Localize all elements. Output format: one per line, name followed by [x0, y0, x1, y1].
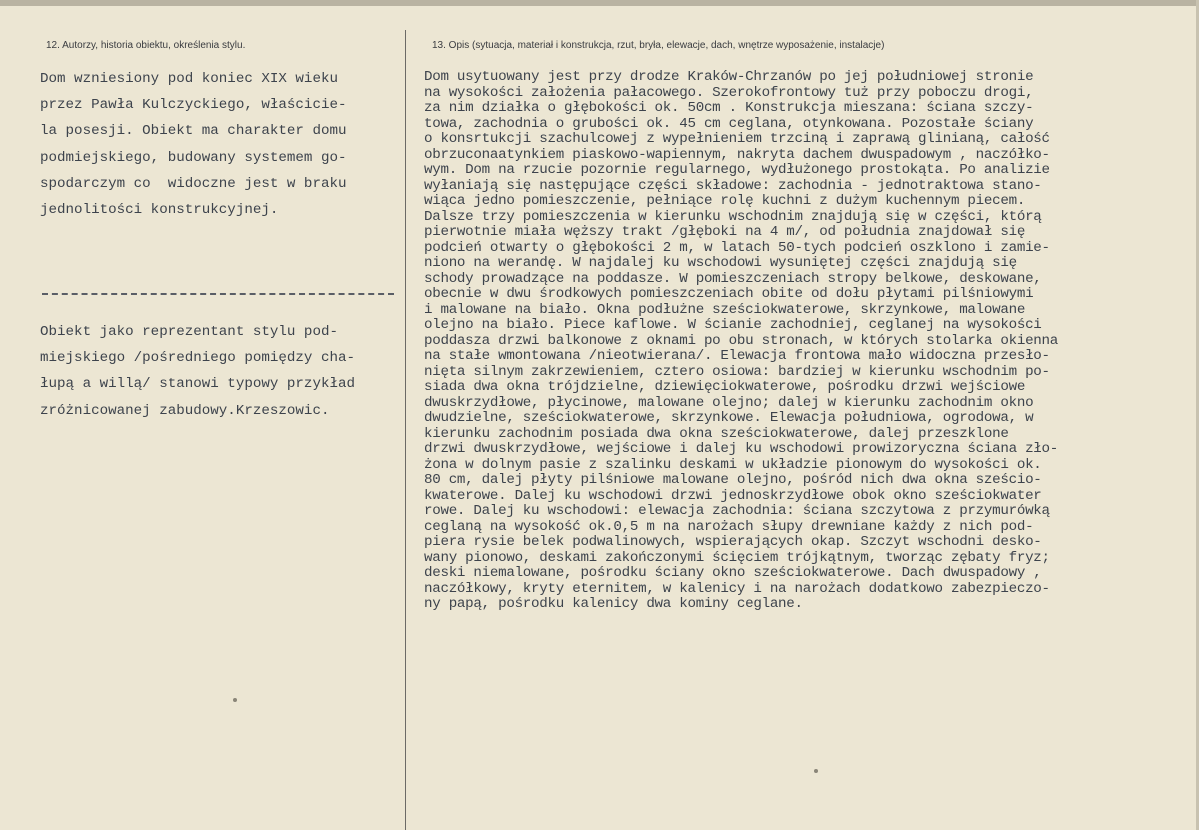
description-line: nięta silnym zakrzewieniem, cztero osiowa: bardziej w kierunku wschodnim po-	[424, 363, 1050, 380]
description-line: obrzuconaatynkiem piaskowo-wapiennym, nakryta dachem dwuspadowym , naczółko-	[424, 146, 1050, 163]
description-line: Dom usytuowany jest przy drodze Kraków-Chrzanów po jej południowej stronie	[424, 69, 1034, 85]
description-line: wiąca jedno pomieszczenie, pełniące rolę kuchni z dużym kuchennym piecem.	[424, 193, 1026, 209]
description-line: piera rysie belek podwalinowych, wspierających okap. Szczyt wschodni desko-	[424, 534, 1042, 550]
description-text	[424, 70, 1058, 613]
description-line: żona w dolnym pasie z szalinku deskami w układzie pionowym do wysokości ok.	[424, 456, 1042, 473]
description-line: kwaterowe. Dalej ku wschodowi drzwi jednoskrzydłowe obok okno sześciokwater	[424, 487, 1042, 504]
description-line: deski niemalowane, pośrodku ściany okno sześciokwaterowe. Dach dwuspadowy ,	[424, 565, 1042, 581]
description-line: wyłaniają się następujące części składowe: zachodnia - jednotraktowa stano-	[424, 177, 1042, 194]
history-line: przez Pawła Kulczyckiego, właściciе-	[40, 97, 347, 114]
description-line: dwuskrzydłowe, płycinowe, malowane olejno; dalej w kierunku zachodnim okno	[424, 394, 1034, 411]
description-line: poddasza drzwi balkonowe z oknami po obu stronach, w których stolarka okienna	[424, 332, 1059, 349]
description-line: ny papą, pośrodku kalenicy dwa kominy ceglane.	[424, 596, 803, 612]
description-line: Dalsze trzy pomieszczenia w kierunku wschodnim znajdują się w części, którą	[424, 208, 1042, 225]
description-line: za nim działka o głębokości ok. 50cm . Konstrukcja mieszana: ściana szczy-	[424, 100, 1034, 116]
section-12-header: 12. Autorzy, historia obiektu, określenia stylu.	[46, 40, 246, 51]
style-line: łupą a willą/ stanowi typowy przykład	[40, 376, 356, 393]
history-line: podmiejskiego, budowany systemem go-	[40, 149, 347, 166]
page-top-edge	[0, 0, 1199, 6]
history-line: la posesji. Obiekt ma charakter domu	[40, 123, 347, 140]
description-line: siada dwa okna trójdzielne, dziewięciokwaterowe, pośrodku drzwi wejściowe	[424, 379, 1026, 395]
style-line: miejskiego /pośredniego pomiędzy cha-	[40, 350, 356, 367]
description-line: towa, zachodnia o grubości ok. 45 cm ceglana, otynkowana. Pozostałe ściany	[424, 115, 1034, 132]
description-line: dwudzielne, sześciokwaterowe, skrzynkowe. Elewacja południowa, ogrodowa, w	[424, 410, 1034, 426]
paper-speck	[814, 769, 818, 773]
description-line: podcień otwarty o głębokości 2 m, w latach 50-tych podcień oszklono i zamie-	[424, 239, 1050, 256]
column-divider	[405, 30, 406, 830]
description-line: wany pionowo, deskami zakończonymi ścięciem trójkątnym, tworząc zębaty fryz;	[424, 549, 1050, 566]
section-separator	[42, 293, 394, 295]
description-line: ceglaną na wysokość ok.0,5 m na narożach słupy drewniane każdy z nich pod-	[424, 518, 1034, 535]
description-line: pierwotnie miała węższy trakt /głęboki na 4 m/, od południa znajdował się	[424, 224, 1026, 240]
description-line: o konsrtukcji szachulcowej z wypełnieniem trzciną i zaprawą glinianą, całość	[424, 131, 1050, 147]
description-line: obecnie w dwu środkowych pomieszczeniach obite od dołu płytami pilśniowymi	[424, 286, 1034, 302]
description-line: wym. Dom na rzucie pozornie regularnego, wydłużonego prostokąta. Po analizie	[424, 162, 1050, 178]
description-line: na wysokości założenia pałacowego. Szerokofrontowy tuż przy poboczu drogi,	[424, 84, 1034, 101]
history-text	[40, 66, 347, 223]
description-line: rowe. Dalej ku wschodowi: elewacja zachodnia: ściana szczytowa z przymurówką	[424, 503, 1050, 519]
description-line: olejno na biało. Piece kaflowe. W ścianie zachodniej, ceglanej na wysokości	[424, 317, 1042, 333]
style-text	[40, 319, 355, 424]
description-line: schody prowadzące na poddasze. W pomieszczeniach stropy belkowe, deskowane,	[424, 270, 1042, 287]
description-line: na stałe wmontowana /nieotwierana/. Elewacja frontowa mało widoczna przesło-	[424, 348, 1050, 364]
paper-speck	[233, 698, 237, 702]
description-line: kierunku zachodnim posiada dwa okna sześciokwaterowe, dalej przeszklone	[424, 425, 1009, 442]
description-line: naczółkowy, kryty eternitem, w kalenicy i na narożach dodatkowo zabezpieczo-	[424, 580, 1050, 597]
history-line: Dom wzniesiony pod koniec XIX wieku	[40, 71, 338, 87]
section-13-header: 13. Opis (sytuacja, materiał i konstrukcja, rzut, bryła, elewacje, dach, wnętrze wyposażenie, instalacje)	[432, 40, 885, 51]
description-line: i malowane na biało. Okna podłużne sześciokwaterowe, skrzynkowe, malowane	[424, 301, 1026, 318]
history-line: spodarczym co widoczne jest w braku	[40, 175, 347, 192]
history-line: jednolitości konstrukcyjnej.	[40, 202, 279, 219]
style-line: zróżnicowanej zabudowy.Krzeszowic.	[40, 402, 330, 419]
description-line: niono na werandę. W najdalej ku wschodowi wysuniętej części znajdują się	[424, 255, 1017, 271]
description-line: 80 cm, dalej płyty pilśniowe malowane olejno, pośród nich dwa okna sześcio-	[424, 472, 1042, 488]
style-line: Obiekt jako reprezentant stylu pod-	[40, 324, 338, 340]
description-line: drzwi dwuskrzydłowe, wejściowe i dalej ku wschodowi prowizoryczna ściana zło-	[424, 441, 1059, 457]
